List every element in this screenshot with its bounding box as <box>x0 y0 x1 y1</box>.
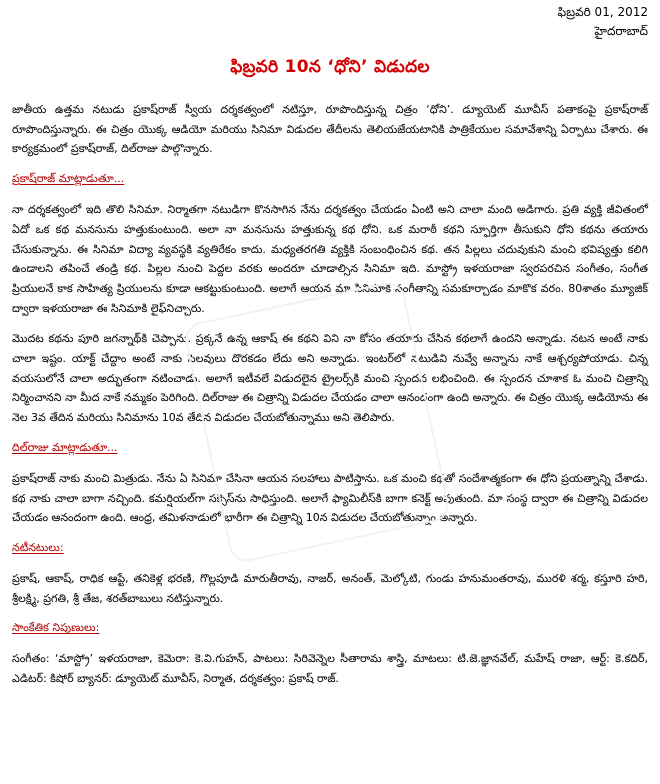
tech-paragraph: సంగీతం: ‘మాస్ట్రో’ ఇళయరాజా, కెమెరా: కె.వి.గుహన్, పాటలు: సిరివెన్నెల సీతారామ శాస్త్రి, మాటలు: టి.జె.జ్ఞానవేల్, మహేష్ రాజా, ఆర్ట్: కె.కదిర్, ఎడిటర్: కిషోర్ బ్యానర్: డ్యూయెట్ మూవీస్, నిర్మాత, దర్శకత్వం: ప్రకాష్ రాజ్. <box>12 652 648 686</box>
dilraju-section-heading: దిల్‌రాజు మాట్లాడుతూ... <box>12 440 118 454</box>
release-place: హైదరాబాద్ <box>594 24 648 38</box>
cast-section-heading: నటీనటులు: <box>12 540 64 554</box>
prakash-paragraph-1: నా దర్శకత్వంలో ఇది తొలి సినిమా. నిర్మాతగా నటుడిగా కొనసాగిన నేను దర్శకత్వం చేయడం ఏంటి అని చాలా మంది అడిగారు. ప్రతి వ్యక్తి జీవితంలో ఏదో ఒక కథ మనసును హత్తుకుంటుంది. అలా నా మనసును హత్తుకున్న కథ ధోని. ఒక మరాఠీ కథని స్ఫూర్తిగా తీసుకుని ధోని కథను తయారు చేసుకున్నాను. ఈ సినిమా విద్యా వ్యవస్థకి వ్యతిరేకం కాదు. మధ్యతరగతి వ్యక్తికి సంబంధించిన కథ. తన పిల్లలు చదువుకుని మంచి భవిష్యత్తు కలిగి ఉండాలని తపించే తండ్రి కథ. పిల్లల నుంచి పెద్దల వరకు అందరూ చూడాల్సిన సినిమా ఇది. మాస్ట్రో ఇళయరాజా స్వరపరచిన సంగీతం, సంగీత ప్రియులనే కాక సాహిత్య ప్రియులను కూడా ఆకట్టుకుంటుంది. అలాగే ఆయన మా సినిమాకి సంగీతాన్ని సమకూర్చాడం మాకొక వరం. 80శాతం మ్యూజిక్ ద్వారా ఇళయరాజా ఈ సినిమాకి లైఫ్‌నిచ్చారు. <box>12 203 648 315</box>
tech-section-heading: సాంకేతిక నిపుణులు: <box>12 621 100 635</box>
dilraju-paragraph: ప్రకాష్‌రాజ్ నాకు మంచి మిత్రుడు. నేను ఏ సినిమా చేసినా ఆయన సలహాలు పాటిస్తాను. ఒక మంచి కథతో సందేశాత్మకంగా ఈ ధోని ప్రయత్నాన్ని చేశాడు. కథ నాకు చాలా బాగా నచ్చింది. కమర్షియల్‌గా సక్సెస్‌ను సాధిస్తుంది. అలాగే ఫ్యామిలీస్‌కి బాగా కనెక్ట్ అవుతుంది. మా సంస్థ ద్వారా ఈ చిత్రాన్ని విడుదల చేయడం ఆనందంగా ఉంది. ఆంధ్ర, తమిళనాడులో భారీగా ఈ చిత్రాన్ని 10న విడుదల చేయబోతున్నాం అన్నారు. <box>12 471 648 525</box>
cast-paragraph: ప్రకాష్, ఆకాష్, రాధిక ఆప్టే, తనికెళ్ల భరణి, గొల్లపూడి మారుతీరావు, నాజర్, అనంత్, మెల్కోటి, గుండు హనుమంతరావు, మురళి శర్మ, కస్తూరి హరి, శ్రీలక్ష్మి, ప్రగతి, శ్రీ తేజ, శరత్‌బాబులు నటిస్తున్నారు. <box>12 571 648 605</box>
prakash-paragraph-2: మొదట కథను పూరి జగన్నాథ్‌కి చెప్పాను. ప్రక్కనే ఉన్న ఆకాష్ ఈ కథని విని నా కోసం తయారు చేసిన కథలాగే ఉందని అన్నాడు. నటన అంటే నాకు చాలా ఇష్టం. యాక్ట్ చేద్దాం అంటే నాకు సెలవులు దొరకడం లేదు అని అన్నాడు. ఇంటర్‌లో నటుడివి నువ్వే అన్నాను నాకే ఆశ్చర్యపోయాడు. చిన్న వయసులోనే చాలా అద్భుతంగా నటించాడు. అలాగే ఇటీవలే విడుదలైన ట్రైలర్స్‌కి మంచి స్పందన లభించింది. ఈ స్పందన చూశాక ఓ మంచి చిత్రాన్ని నిర్మించానని నా మీద నాకే నమ్మకం పెరిగింది. దిల్‌రాజు ఈ చిత్రాన్ని విడుదల చేయడం చాలా ఆనందంగా ఉంది అన్నారు. ఈ చిత్రం యొక్క ఆడియోను ఈ నెల 3వ తేదిన మరియు సినిమాను 10వ తేదిన విడుదల చేయబోతున్నాము అని తెలిపారు. <box>12 332 648 425</box>
intro-paragraph: జాతీయ ఉత్తమ నటుడు ప్రకాష్‌రాజ్ స్వీయ దర్శకత్వంలో నటిస్తూ, రూపొందిస్తున్న చిత్రం ‘ధోని’. డ్యూయెట్ మూవీస్ పతాకంపై ప్రకాష్‌రాజ్ రూపొందిస్తున్నారు. ఈ చిత్రం యొక్క ఆడియో మరియు సినిమా విడుదల తేదీలను తెలియజేయటానికి పాత్రికేయుల సమావేశాన్ని ఏర్పాటు చేశారు. ఈ కార్యక్రమంలో ప్రకాష్‌రాజ్, దిల్‌రాజు పాల్గొన్నారు. <box>12 103 648 156</box>
prakash-section-heading: ప్రకాష్‌రాజ్ మాట్లాడుతూ... <box>12 172 125 186</box>
release-date: ఫిబ్రవరి 01, 2012 <box>557 5 648 19</box>
page-title: ఫిబ్రవరి 10న ‘ధోని’ విడుదల <box>230 57 430 77</box>
